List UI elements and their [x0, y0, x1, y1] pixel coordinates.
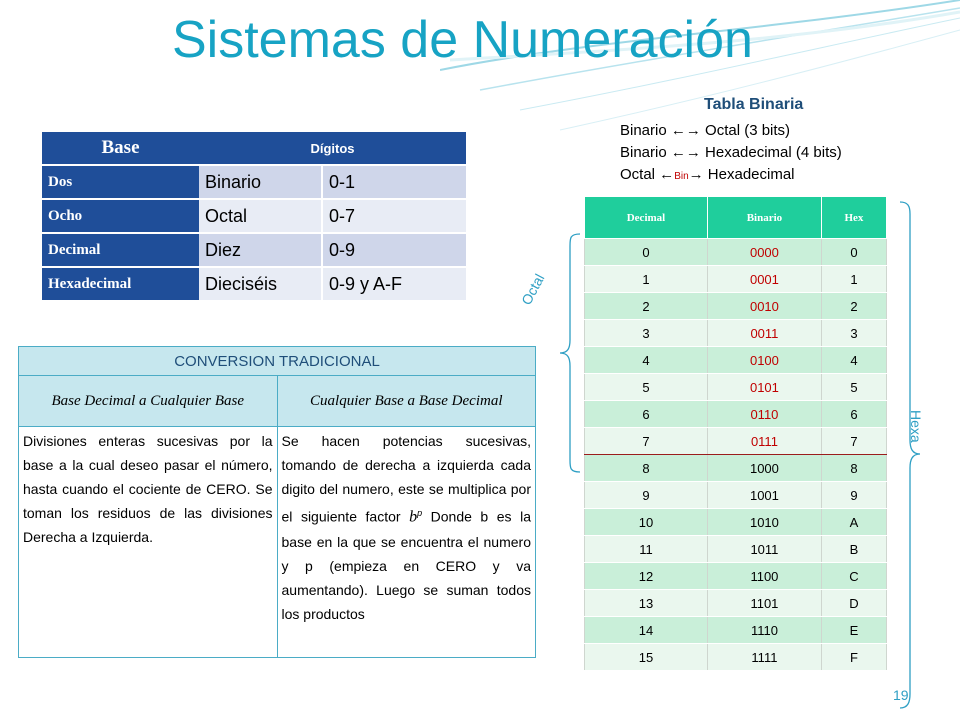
base-digits: 0-9 y A-F: [322, 267, 466, 301]
page-number: 19: [893, 687, 909, 703]
table-row: [585, 482, 887, 509]
decimal-cell: 1: [585, 266, 708, 293]
decimal-cell: 9: [585, 482, 708, 509]
decimal-cell: 3: [585, 320, 708, 347]
binario-header: Binario: [707, 197, 821, 239]
base-name: Octal: [199, 199, 322, 233]
base-digits: 0-7: [322, 199, 466, 233]
table-row: [585, 266, 887, 293]
hex-cell: E: [821, 617, 886, 644]
binario-cell: 1111: [707, 644, 821, 671]
binario-cell: 0011: [707, 320, 821, 347]
binario-cell: 1101: [707, 590, 821, 617]
hex-cell: 6: [821, 401, 886, 428]
tabla-binaria-title: Tabla Binaria: [704, 96, 804, 113]
line3-start: Octal ←: [620, 166, 675, 183]
base-label: Hexadecimal: [42, 267, 199, 301]
line3-end: → Hexadecimal: [688, 166, 795, 183]
decimal-cell: 14: [585, 617, 708, 644]
factor-p: p: [417, 508, 423, 518]
conversion-title: CONVERSION TRADICIONAL: [19, 347, 536, 376]
decimal-cell: 0: [585, 239, 708, 266]
binary-table: [584, 196, 887, 671]
binario-cell: 0100: [707, 347, 821, 374]
binario-cell: 1110: [707, 617, 821, 644]
hex-cell: 1: [821, 266, 886, 293]
table-row: [585, 590, 887, 617]
bin-subscript: Bin: [674, 171, 689, 182]
table-row: [42, 199, 466, 233]
decimal-cell: 10: [585, 509, 708, 536]
hexa-label: Hexa: [908, 410, 924, 443]
conversion-col2-title: Cualquier Base a Base Decimal: [277, 376, 536, 427]
decimal-cell: 12: [585, 563, 708, 590]
binario-cell: 1011: [707, 536, 821, 563]
binario-cell: 1000: [707, 455, 821, 482]
conversion-table: [18, 346, 536, 658]
base-table: [42, 132, 466, 302]
table-row: [585, 509, 887, 536]
binary-table-body: [585, 239, 887, 671]
binario-cell: 0010: [707, 293, 821, 320]
table-row: [585, 293, 887, 320]
hex-cell: 5: [821, 374, 886, 401]
hex-cell: F: [821, 644, 886, 671]
table-row: [585, 563, 887, 590]
table-row: [42, 233, 466, 267]
base-name: Diez: [199, 233, 322, 267]
hex-cell: C: [821, 563, 886, 590]
binario-cell: 0111: [707, 428, 821, 455]
hex-cell: 3: [821, 320, 886, 347]
hex-cell: 2: [821, 293, 886, 320]
conversion-col2-text: [277, 427, 536, 658]
decimal-cell: 8: [585, 455, 708, 482]
base-label: Decimal: [42, 233, 199, 267]
base-digits: 0-1: [322, 165, 466, 199]
binario-cell: 1010: [707, 509, 821, 536]
hex-cell: A: [821, 509, 886, 536]
hexa-bracket: [898, 200, 922, 710]
tabla-binaria-line-1: Binario ←→ Octal (3 bits): [620, 122, 791, 139]
table-row: [585, 428, 887, 455]
binario-cell: 0001: [707, 266, 821, 293]
table-row: [585, 320, 887, 347]
hex-cell: 8: [821, 455, 886, 482]
base-label: Ocho: [42, 199, 199, 233]
binario-cell: 0101: [707, 374, 821, 401]
decimal-cell: 11: [585, 536, 708, 563]
base-digits: 0-9: [322, 233, 466, 267]
binario-cell: 0000: [707, 239, 821, 266]
binario-cell: 0110: [707, 401, 821, 428]
col2-text-end: Donde b es la base en la que se encuentra el numero y p (empieza en CERO y va aumentando). Luego se suman todos los productos: [281, 508, 531, 622]
tabla-binaria-line-3: [620, 166, 795, 183]
hex-cell: B: [821, 536, 886, 563]
table-row: [585, 644, 887, 671]
tabla-binaria-line-2: Binario ←→ Hexadecimal (4 bits): [620, 144, 842, 161]
table-row: [585, 374, 887, 401]
hex-cell: 4: [821, 347, 886, 374]
base-header: Base: [42, 132, 199, 165]
base-name: Binario: [199, 165, 322, 199]
hex-cell: 9: [821, 482, 886, 509]
decimal-cell: 6: [585, 401, 708, 428]
digitos-header: Dígitos: [199, 132, 466, 165]
decimal-cell: 2: [585, 293, 708, 320]
table-row: [42, 267, 466, 301]
octal-label: Octal: [518, 271, 548, 308]
col2-text-start: Se hacen potencias sucesivas, tomando de derecha a izquierda cada digito del numero, este se multiplica por el siguiente factor: [281, 433, 531, 525]
decimal-cell: 7: [585, 428, 708, 455]
table-row: [585, 455, 887, 482]
conversion-col1-title: Base Decimal a Cualquier Base: [19, 376, 278, 427]
decimal-cell: 5: [585, 374, 708, 401]
decimal-header: Decimal: [585, 197, 708, 239]
hex-header: Hex: [821, 197, 886, 239]
base-name: Dieciséis: [199, 267, 322, 301]
table-row: [42, 165, 466, 199]
table-row: [585, 347, 887, 374]
conversion-col1-text: Divisiones enteras sucesivas por la base a la cual deseo pasar el número, hasta cuando el cociente de CERO. Se toman los residuos de las divisiones Derecha a Izquierda.: [19, 427, 278, 658]
base-label: Dos: [42, 165, 199, 199]
table-row: [585, 617, 887, 644]
table-row: [585, 239, 887, 266]
decimal-cell: 4: [585, 347, 708, 374]
decimal-cell: 15: [585, 644, 708, 671]
binario-cell: 1100: [707, 563, 821, 590]
table-row: [585, 401, 887, 428]
octal-bracket: [556, 232, 584, 474]
binario-cell: 1001: [707, 482, 821, 509]
page-title: Sistemas de Numeración: [172, 11, 753, 69]
hex-cell: 7: [821, 428, 886, 455]
hex-cell: D: [821, 590, 886, 617]
hex-cell: 0: [821, 239, 886, 266]
table-row: [585, 536, 887, 563]
decimal-cell: 13: [585, 590, 708, 617]
factor-b: b: [409, 508, 418, 526]
